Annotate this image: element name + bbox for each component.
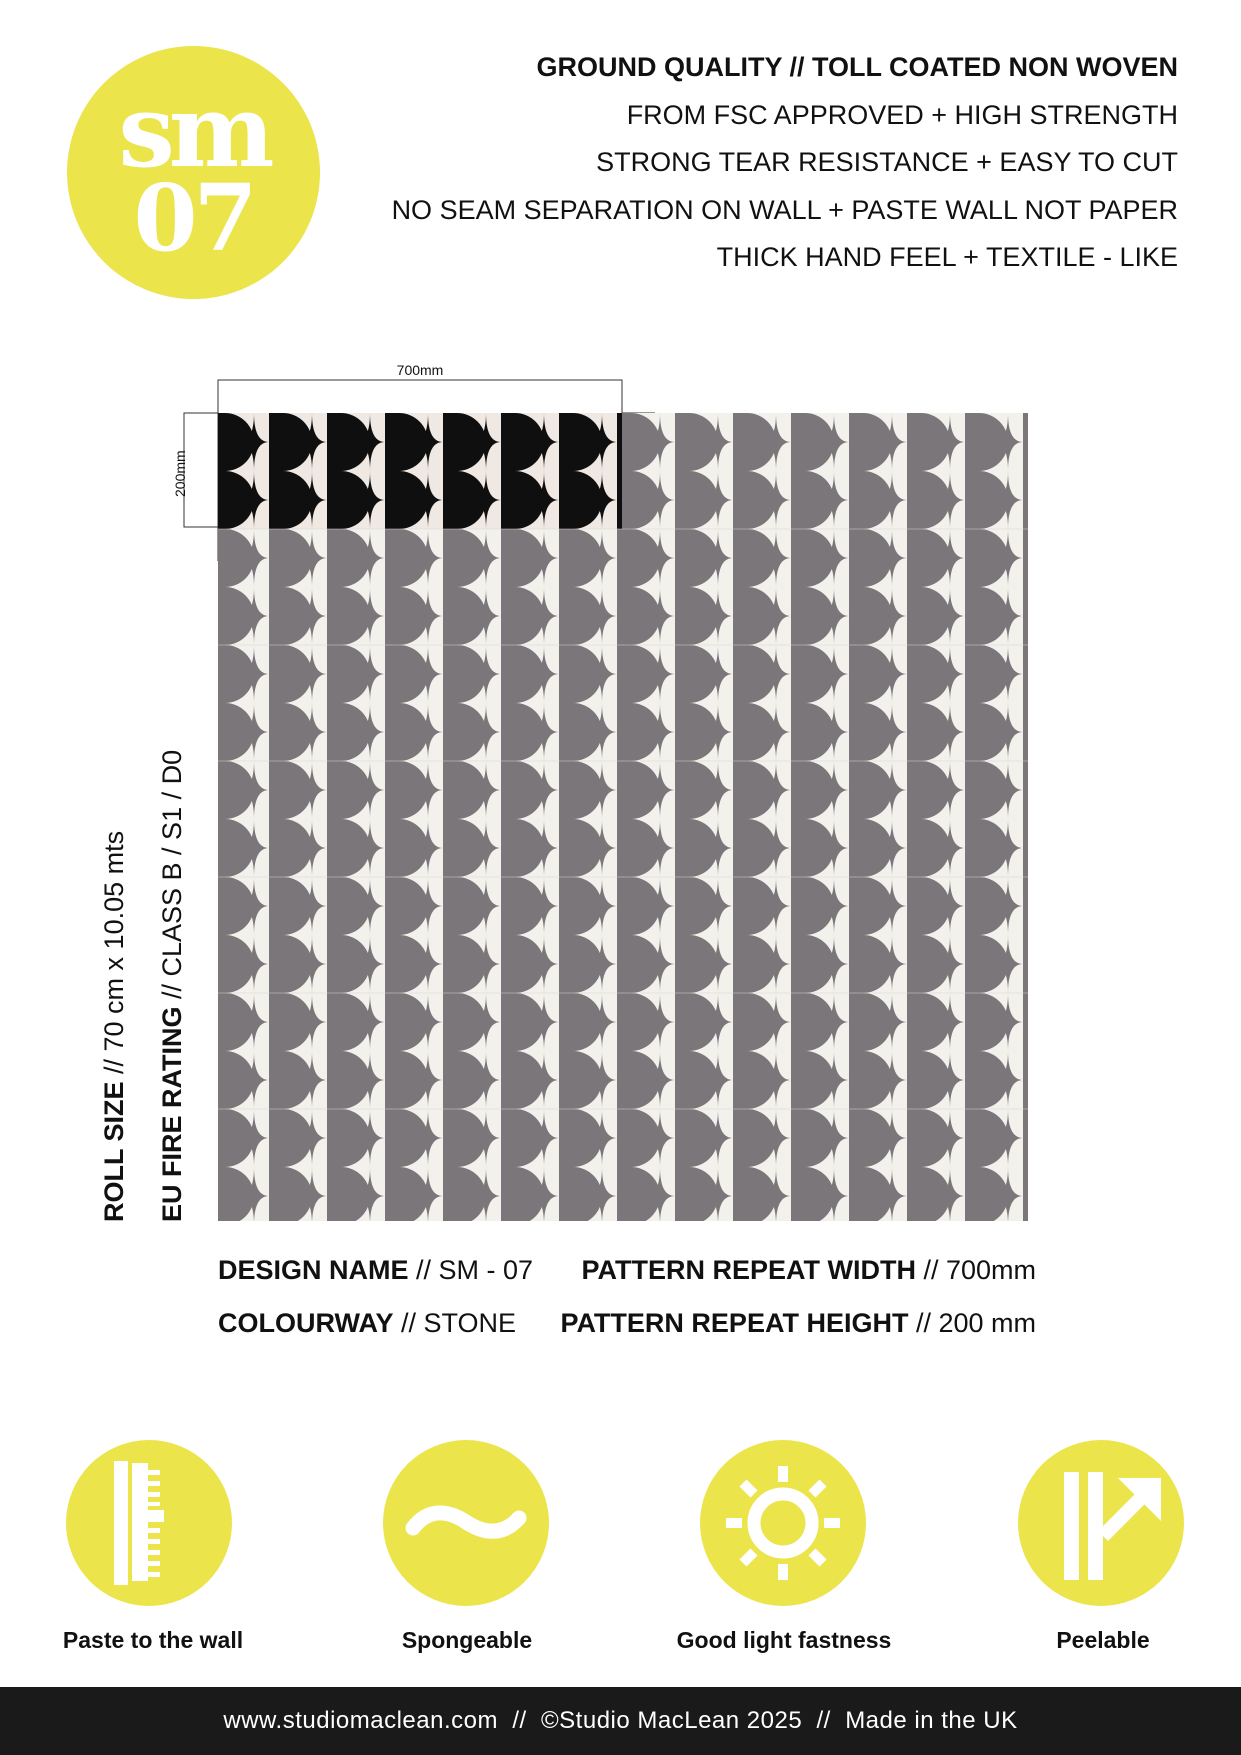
footer-text: www.studiomaclean.com // ©Studio MacLean 2025 // Made in the UK (223, 1707, 1018, 1734)
spec-line: NO SEAM SEPARATION ON WALL + PASTE WALL NOT PAPER (391, 194, 1178, 225)
spec-line: GROUND QUALITY // TOLL COATED NON WOVEN (536, 52, 1178, 82)
sun-icon (700, 1440, 866, 1606)
feature-label-spongeable: Spongeable (401, 1627, 533, 1653)
paste-brush-icon (66, 1440, 232, 1606)
feature-label-light-fastness: Good light fastness (676, 1627, 892, 1653)
feature-label-paste: Paste to the wall (62, 1627, 244, 1653)
spec-line: FROM FSC APPROVED + HIGH STRENGTH (626, 99, 1178, 130)
footer-bar (0, 1687, 1241, 1755)
wave-icon (383, 1440, 549, 1606)
wallpaper-pattern-sample (218, 413, 1028, 1221)
feature-label-peelable: Peelable (1056, 1627, 1150, 1653)
logo-text-line1: sm (118, 72, 269, 190)
spec-line: STRONG TEAR RESISTANCE + EASY TO CUT (596, 147, 1178, 177)
pattern-repeat-height-info: PATTERN REPEAT HEIGHT // 200 mm (560, 1308, 1036, 1338)
height-dimension-label: 200mm (172, 450, 188, 497)
roll-size-label: ROLL SIZE // 70 cm x 10.05 mts (99, 830, 129, 1222)
pattern-repeat-width-info: PATTERN REPEAT WIDTH // 700mm (581, 1255, 1036, 1285)
design-name-info: DESIGN NAME // SM - 07 (218, 1255, 534, 1285)
fire-rating-label: EU FIRE RATING // CLASS B / S1 / D0 (157, 749, 187, 1222)
width-dimension-label: 700mm (396, 362, 444, 378)
peel-arrow-icon (1018, 1440, 1184, 1606)
logo-text-line2: 07 (133, 164, 254, 272)
spec-line: THICK HAND FEEL + TEXTILE - LIKE (716, 242, 1178, 272)
colourway-info: COLOURWAY // STONE (218, 1308, 517, 1338)
